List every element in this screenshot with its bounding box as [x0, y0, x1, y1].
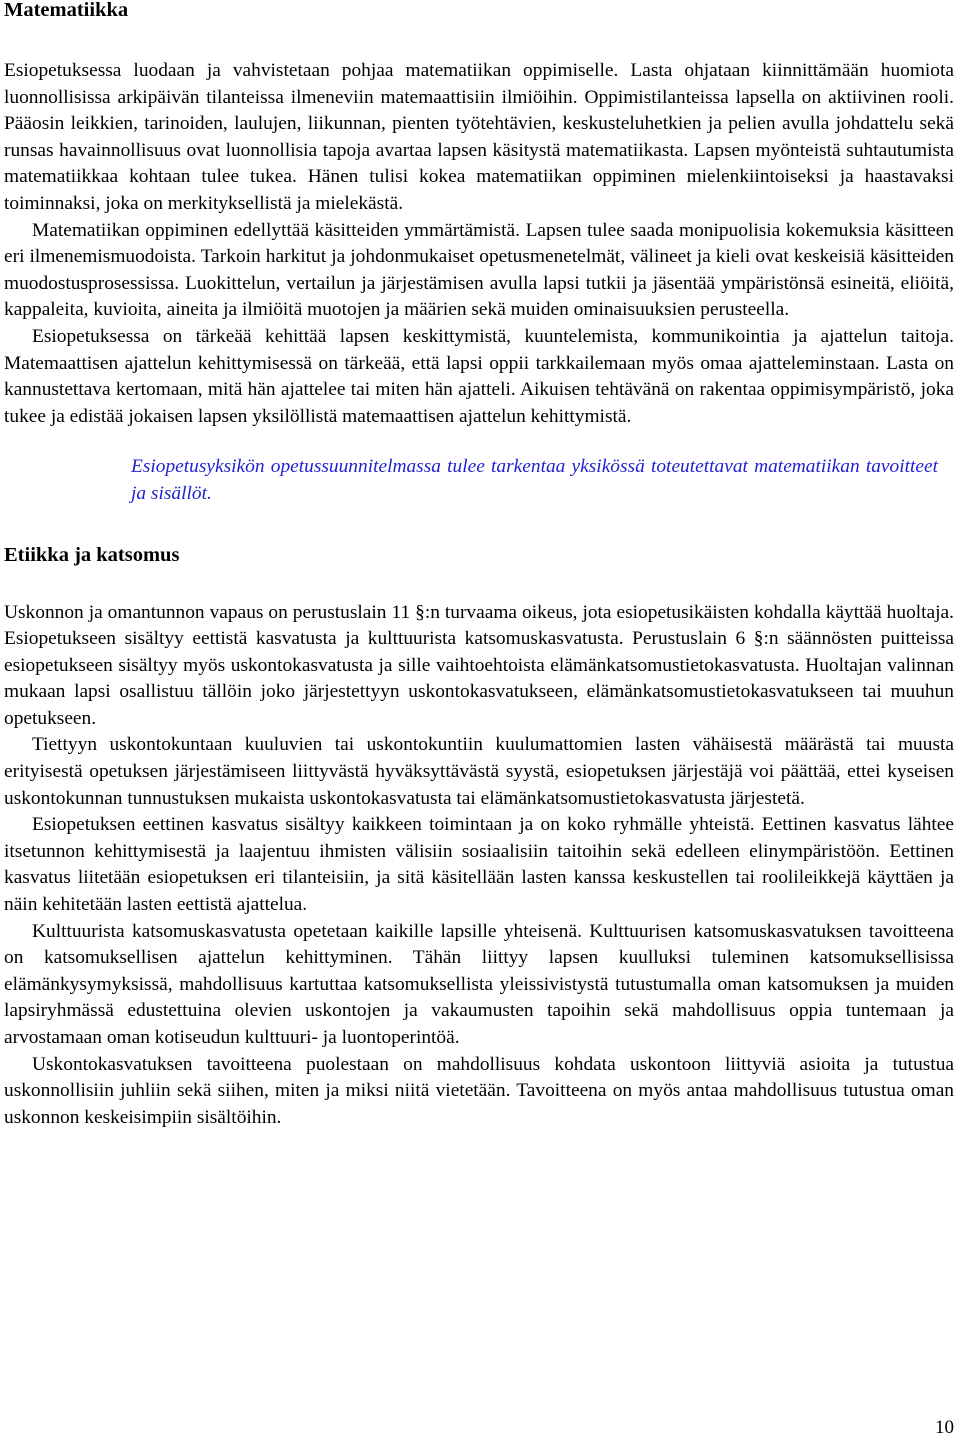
section-heading-math: Matematiikka [4, 0, 129, 21]
math-paragraph-2: Matematiikan oppiminen edellyttää käsitteiden ymmärtämistä. Lapsen tulee saada monipuolisia kokemuksia käsitteen eri ilmenemismuodoista. Tarkoin harkitut ja johdonmukaiset opetusmenetelmät, välineet ja kieli ovat keskeisiä käsitteiden muodostusprosessissa. Luokittelun, vertailun ja järjestämisen avulla lapsi tutkii ja jäsentää ympäristönsä esineitä, eliöitä, kappaleita, kuvioita, aineita ja ilmiöitä muotojen ja määrien sekä muiden ominaisuuksien perusteella. [4, 219, 954, 321]
ethics-paragraph-5: Uskontokasvatuksen tavoitteena puolestaan on mahdollisuus kohdata uskontoon liittyviä asioita ja tutustua uskonnollisiin juhliin sekä siihen, miten ja miksi niitä vietetään. Tavoitteena on myös antaa mahdollisuus tutustua oman uskonnon keskeisimpiin sisältöihin. [4, 1053, 954, 1128]
ethics-paragraph-3: Esiopetuksen eettinen kasvatus sisältyy kaikkeen toimintaan ja on koko ryhmälle yhteistä. Eettinen kasvatus lähtee itsetunnon kehittymisestä ja laajentuu ihmisten välisiin sosiaalisiin taitoihin sekä edelleen elinympäristöön. Eettinen kasvatus liitetään esiopetuksen eri tilanteisiin, ja sitä käsitellään lasten kanssa keskustellen tai roolileikkejä käyttäen ja näin kehitetään lasten eettistä ajattelua. [4, 814, 954, 916]
math-paragraph-3: Esiopetuksessa on tärkeää kehittää lapsen keskittymistä, kuuntelemista, kommunikointia ja ajattelun taitoja. Matemaattisen ajattelun kehittymisessä on tärkeää, että lapsi oppii tarkkailemaan myös omaa ajatteleminstaan. Lasta on kannustettava kertomaan, mitä hän ajattelee tai miten hän ajatteli. Aikuisen tehtävänä on rakentaa oppimisympäristö, joka tukee ja edistää jokaisen lapsen yksilöllistä matemaattisen ajattelun kehittymistä. [4, 325, 954, 427]
document-page [4, 0, 954, 1131]
math-paragraph-1: Esiopetuksessa luodaan ja vahvistetaan pohjaa matematiikan oppimiselle. Lasta ohjataan kiinnittämään huomiota luonnollisissa arkipäivän tilanteissa ilmeneviin matemaattisiin ilmiöihin. Oppimistilanteissa lapsella on aktiivinen rooli. Pääosin leikkien, tarinoiden, laulujen, liikunnan, pienten työtehtävien, keskusteluhetkien ja pelien avulla johdattelu sekä runsas havainnollisuus ovat luonnollisia tapoja avartaa lapsen käsitystä matematiikasta. Lapsen myönteistä suhtautumista matematiikkaa kohtaan tulee tukea. Hänen tulisi kokea matematiikan oppiminen mielenkiintoiseksi ja haastavaksi toiminnaksi, joka on merkityksellistä ja mielekästä. [4, 60, 954, 214]
ethics-paragraph-1: Uskonnon ja omantunnon vapaus on perustuslain 11 §:n turvaama oikeus, jota esiopetusikäisten kohdalla käyttää huoltaja. Esiopetukseen sisältyy eettistä kasvatusta ja kulttuurista katsomuskasvatusta. Perustuslain 6 §:n säännösten puitteissa esiopetukseen sisältyy myös uskontokasvatusta ja sille vaihtoehtoista elämänkatsomustietokasvatusta. Huoltajan valinnan mukaan lapsi osallistuu tällöin joko järjestettyyn uskontokasvatukseen, elämänkatsomustietokasvatukseen tai muuhun opetukseen. [4, 601, 954, 729]
page-number: 10 [935, 1417, 954, 1438]
math-curriculum-note: Esiopetusyksikön opetussuunnitelmassa tulee tarkentaa yksikössä toteutettavat matematiikan tavoitteet ja sisällöt. [131, 456, 938, 504]
ethics-paragraph-4: Kulttuurista katsomuskasvatusta opetetaan kaikille lapsille yhteisenä. Kulttuurisen katsomuskasvatuksen tavoitteena on katsomuksellisen ajattelun kehittyminen. Tähän liittyy lapsen kuulluksi tuleminen katsomuksellisissa elämänkysymyksissä, mahdollisuus kartuttaa katsomuksellista yleissivistystä tutustumalla oman katsomuksen ja muiden lapsiryhmässä edustettuina olevien uskontojen ja vakaumusten tapoihin sekä mahdollisuus oppia tuntemaan ja arvostamaan oman kotiseudun kulttuuri- ja luontoperintöä. [4, 920, 954, 1048]
ethics-paragraph-2: Tiettyyn uskontokuntaan kuuluvien tai uskontokuntiin kuulumattomien lasten vähäisestä määrästä tai muusta erityisestä opetuksen järjestämiseen liittyvästä hyväksyttävästä syystä, esiopetuksen järjestäjä voi päättää, ettei kyseisen uskontokunnan tunnustuksen mukaista uskontokasvatusta tai elämänkatsomustietokasvatusta järjestetä. [4, 734, 954, 809]
section-heading-ethics: Etiikka ja katsomus [4, 543, 180, 566]
